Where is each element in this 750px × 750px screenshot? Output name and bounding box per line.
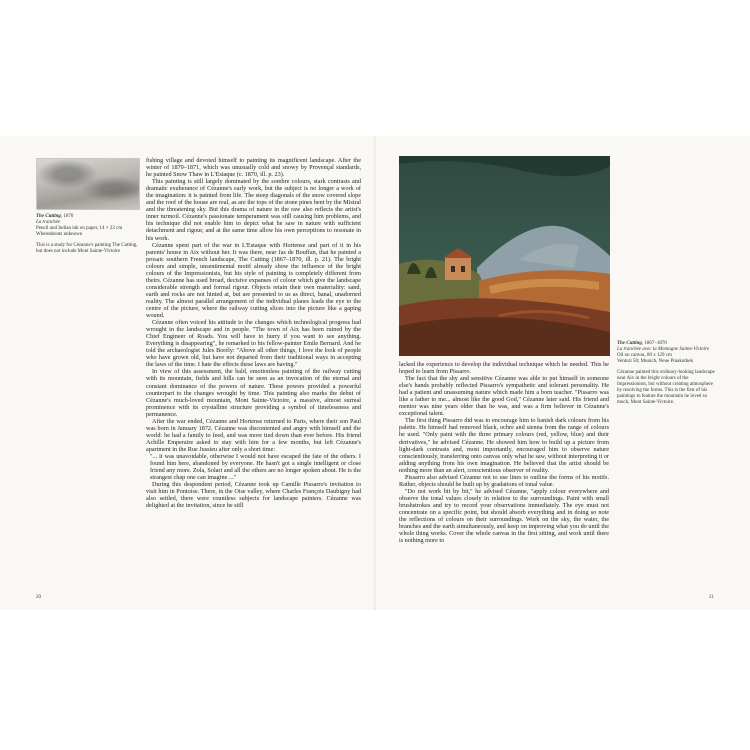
paragraph: lacked the experience to develop the individual technique which he needed. This he hoped to learn from Pissarro. [399, 361, 609, 376]
left-figure-caption [36, 214, 140, 255]
left-caption-french-title: La tranchée [36, 220, 61, 225]
right-caption-note: Cézanne painted this ordinary-looking landscape near Aix in the bright colours of the Impressionists, but without creating atmosphere by resolving the forms. This is the first of his paintings to feature the mountain he loved so much, Mont Sainte-Victoire. [617, 370, 715, 405]
paragraph: After the war ended, Cézanne and Hortense returned to Paris, where their son Paul was born in January 1872. Cézanne was discontented and angry with himself and the world: he had a family to feed, and was more tied down than ever before. His friend Achille Emperaire asked to stay with him for a few months, but left Cézanne's apartment in the Rue Jussieu after only a short time: [146, 417, 361, 453]
left-caption-title: The Cutting [36, 214, 61, 219]
paragraph: Cézanne often voiced his attitude to the changes which technological progress had wrought in the landscape and in people. "The town of Aix has been ruined by the Chief Engineer of Roads. You will have to hurry if you want to see anything. Everything is disappearing", he remarked to his fellow-painter Emile Bernard. And he told the archaeologist Jules Borély: "Above all other things, I love the look of people who have grown old, but have not departed from their traditional ways in accepting the laws of the time. I hate the effects these laws are having." [146, 319, 361, 369]
right-caption-title: The Cutting [617, 341, 642, 346]
right-caption-location: Venturi 50; Munich, Neue Pinakothek [617, 359, 693, 364]
paragraph: This painting is still largely dominated by the sombre colours, stark contrasts and dramatic exuberance of Cézanne's early work, but the subject is no longer a work of the imagination: it is painted from life. The steep diagonals of the snow covered slope and the roof of the house are real, as are the tops of the stone pines bent by the Mistral and the threatening sky. But this drama of nature in the raw also reflects the artist's inner turmoil. Cézanne's passionate temperament was still causing him problems, and his technique did not enable him to depict what he saw in nature with sufficient detachment and rigour, and at the same time allow his own perceptions to resonate in his work. [146, 178, 361, 242]
painting-svg [399, 156, 610, 356]
right-caption-french-title: La tranchée avec la Montagne Sainte-Victoire [617, 347, 710, 352]
paragraph: "Do not work bit by bit," he advised Cézanne, "apply colour everywhere and observe the tonal values closely in relation to the surroundings. Paint with small brushstrokes and try to record your observations immediately. The eye must not concentrate on a specific point, but should absorb everything and in doing so note the reflections of colours on their surroundings. Work on the sky, the water, the branches and the earth simultaneously, and keep on improving what you do until the whole thing works. Cover the whole canvas in the first sitting, and work until there is nothing more to [399, 487, 609, 545]
painting-image [399, 156, 610, 356]
quote-paragraph: "... it was unavoidable, otherwise I would not have escaped the fate of the others. I found him here, abandoned by everyone. He hasn't got a single intelligent or close friend any more. Zola, Solari and all the others are no longer spoken about. He is the strangest chap one can imagine ..." [150, 452, 361, 482]
left-caption-note: This is a study for Cézanne's painting The Cutting, but does not include Mont Sainte-Victoire [36, 243, 138, 254]
left-caption-location: Whereabouts unknown [36, 232, 83, 237]
book-gutter [374, 136, 376, 610]
page-number-right: 21 [709, 595, 714, 600]
paragraph: Cézanne spent part of the war in L'Estaque with Hortense and part of it in his parents' house in Aix without her. It was there, near Jas de Bouffan, that he painted a prosaic southern French landscape, The Cutting (1867–1870, ill. p. 21). The bright colours and simple, unsentimental motif already show the influence of the bright colours of the Impressionists, but his style of painting is completely different from theirs. Cézanne has used broad, decisive expanses of colour which give the landscape considerable strength and formal rigour. Objects retain their own materiality: sand, earth and rocks are not hinted at, but are presented to us as direct, banal, unadorned reality. The almost parallel arrangement of the individual planes leads the eye to the centre of the picture, where the railway cutting slices into the picture like a gaping wound. [146, 241, 361, 320]
left-caption-details: Pencil and Indian ink on paper, 14 × 23 cm [36, 226, 123, 231]
left-text-column [146, 157, 361, 509]
paragraph: During this despondent period, Cézanne took up Camille Pissarro's invitation to visit him in Pontoise. There, in the Oise valley, where Charles François Daubigny had also settled, there were countless subjects for landscape painters. Cézanne was delighted at the invitation, since he still [146, 481, 361, 510]
left-caption-date: , 1870 [60, 214, 74, 219]
paragraph: Pissarro also advised Cézanne not to use lines to outline the forms of his motifs. Rather, objects should be built up by gradations of tonal value. [399, 473, 609, 488]
right-figure-caption [617, 341, 717, 406]
paragraph: The fact that the shy and sensitive Cézanne was able to put himself in someone else's hands probably reflected Pissarro's sympathetic and tolerant personality. He had a patient and unassuming nature which made him a born teacher. "Pissarro was like a father to me... almost like the good God," Cézanne later said. His friend and mentor was nine years older than he was, and was a firm believer in Cézanne's exceptional talent. [399, 375, 609, 418]
paragraph: The first thing Pissarro did was to encourage him to banish dark colours from his palette. He himself had removed black, ochre and sienna from the range of colours he used. "Only paint with the three primary colours (red, yellow, blue) and their derivatives," he advised Cézanne. He showed him how to build up a picture from light-dark contrasts and, most importantly, encouraged him to observe nature conscientiously, transferring onto canvas only what he saw, without interpreting it or adding anything from his own imagination. He believed that the artist should be nothing more than an alert, conscientious observer of reality. [399, 417, 609, 474]
paragraph: fishing village and devoted himself to painting its magnificent landscape. After the winter of 1870–1871, which was unusually cold and snowy by Provençal standards, he painted Snow Thaw in L'Estaque (c. 1870, ill. p. 23). [146, 157, 361, 179]
paragraph: In view of this assessment, the bald, emotionless painting of the railway cutting with its mountain, fields and hills can be seen as an invocation of the eternal and constant dominance of the powers of nature. These powers provided a powerful counterpart to the changes wrought by time. This painting also marks the debut of Cézanne's much-loved mountain, Mont Sainte-Victoire, a massive, almost surreal prominence with its crystalline structure providing a symbol of timelessness and permanence. [146, 368, 361, 418]
sketch-image [36, 158, 140, 210]
right-caption-details: Oil on canvas, 80 x 129 cm [617, 353, 672, 358]
page-number-left: 20 [36, 595, 41, 600]
right-caption-date: , 1867–1870 [641, 341, 667, 346]
right-text-column [399, 361, 609, 544]
